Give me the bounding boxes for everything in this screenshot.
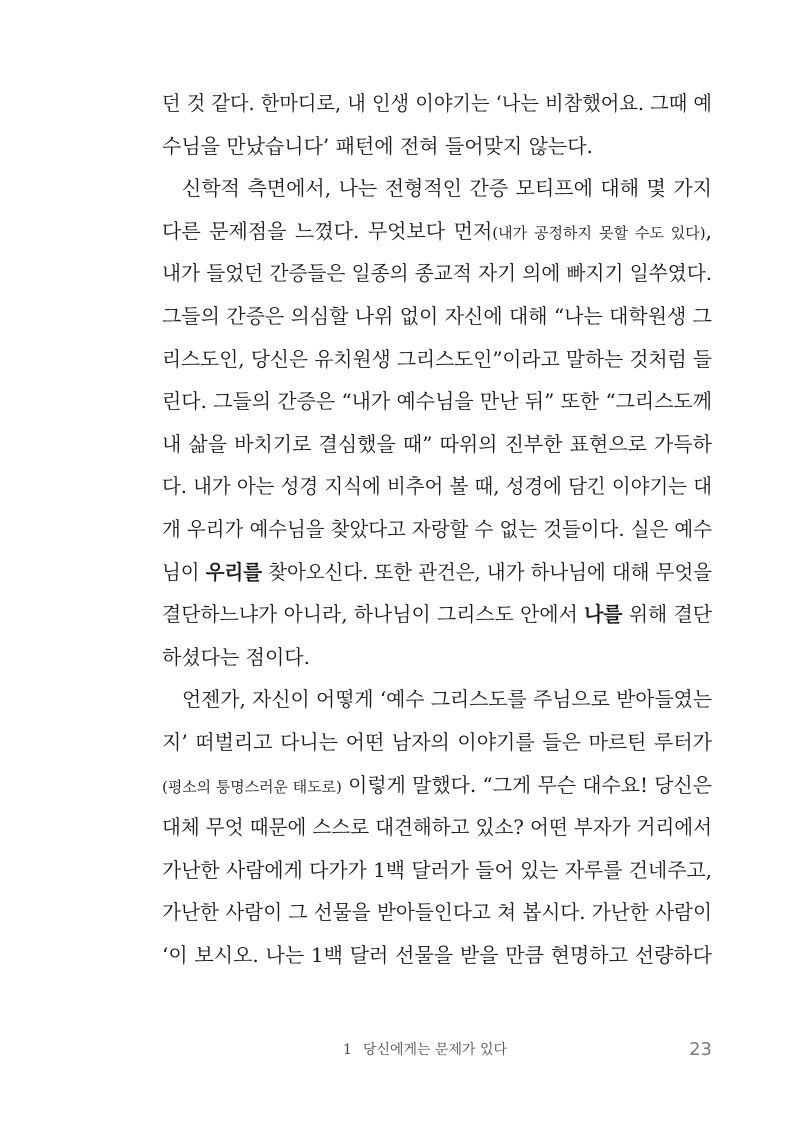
text-line: [162, 551, 712, 594]
text-segment: 이렇게 말했다. “그게 무슨 대수요! 당신은: [341, 772, 712, 797]
text-segment: 님이: [162, 559, 206, 584]
line-content: [162, 210, 712, 255]
line-content: [162, 295, 712, 338]
line-content: [162, 380, 712, 423]
text-segment: 린다. 그들의 간증은 “내가 예수님을 만난 뒤” 또한 “그리스도께: [162, 389, 712, 414]
chapter-number: 1: [343, 1042, 352, 1058]
chapter-title: 당신에게는 문제가 있다: [362, 1042, 508, 1058]
text-segment: 그들의 간증은 의심할 나위 없이 자신에 대해 “나는 대학원생 그: [162, 303, 712, 328]
text-line: [162, 210, 712, 253]
text-segment: 가난한 사람이 그 선물을 받아들인다고 쳐 봅시다. 가난한 사람이: [162, 900, 712, 925]
emphasis-text: 우리를: [205, 559, 263, 584]
line-content: [162, 125, 593, 168]
text-line: [162, 295, 712, 338]
text-segment: 내가 들었던 간증들은 일종의 종교적 자기 의에 빠지기 일쑤였다.: [162, 261, 712, 286]
text-segment: 신학적 측면에서, 나는 전형적인 간증 모티프에 대해 몇 가지: [182, 176, 712, 201]
text-segment: ,: [705, 218, 712, 243]
text-line: [162, 721, 712, 764]
line-content: [162, 423, 712, 466]
line-content: [162, 891, 712, 934]
line-content: [162, 764, 712, 809]
text-line: [162, 380, 712, 423]
text-line: [162, 125, 712, 168]
text-segment: 다른 문제점을 느꼈다. 무엇보다 먼저: [162, 218, 493, 243]
text-line: [162, 593, 712, 636]
text-segment: 리스도인, 당신은 유치원생 그리스도인”이라고 말하는 것처럼 들: [162, 346, 712, 371]
text-line: [162, 636, 712, 679]
text-line: [162, 252, 712, 295]
text-line: [162, 678, 712, 721]
small-aside-text: (내가 공정하지 못할 수도 있다): [492, 223, 706, 242]
line-content: [162, 721, 712, 764]
line-content: [162, 849, 712, 892]
text-segment: 가난한 사람에게 다가가 1백 달러가 들어 있는 자루를 건네주고,: [162, 857, 712, 882]
line-content: [162, 465, 712, 508]
text-segment: 개 우리가 예수님을 찾았다고 자랑할 수 없는 것들이다. 실은 예수: [162, 516, 712, 541]
text-line: [162, 423, 712, 466]
line-content: [162, 636, 310, 679]
text-line: [162, 82, 712, 125]
text-segment: ‘이 보시오. 나는 1백 달러 선물을 받을 만큼 현명하고 선량하다: [162, 942, 712, 967]
text-segment: 하셨다는 점이다.: [162, 644, 310, 669]
line-content: [162, 551, 712, 594]
emphasis-text: 나를: [584, 602, 623, 627]
line-content: [182, 678, 712, 721]
text-segment: 대체 무엇 때문에 스스로 대견해하고 있소? 어떤 부자가 거리에서: [162, 815, 712, 840]
text-line: [162, 338, 712, 381]
text-segment: 수님을 만났습니다’ 패턴에 전혀 들어맞지 않는다.: [162, 133, 593, 158]
text-line: [162, 849, 712, 892]
text-line: [162, 764, 712, 807]
page-number: 23: [689, 1039, 712, 1060]
text-segment: 언젠가, 자신이 어떻게 ‘예수 그리스도를 주님으로 받아들였는: [182, 687, 712, 712]
text-line: [162, 508, 712, 551]
text-segment: 결단하느냐가 아니라, 하나님이 그리스도 안에서: [162, 602, 585, 627]
line-content: [162, 806, 712, 849]
text-segment: 위해 결단: [622, 602, 712, 627]
text-segment: 지’ 떠벌리고 다니는 어떤 남자의 이야기를 들은 마르틴 루터가: [162, 729, 712, 754]
body-text: [162, 82, 712, 976]
small-aside-text: (평소의 퉁명스러운 태도로): [162, 777, 342, 796]
text-line: [162, 465, 712, 508]
text-segment: 내 삶을 바치기로 결심했을 때” 따위의 진부한 표현으로 가득하: [162, 431, 712, 456]
text-line: [162, 806, 712, 849]
text-line: [162, 934, 712, 977]
line-content: [182, 167, 712, 210]
line-content: [162, 82, 712, 125]
line-content: [162, 593, 712, 636]
line-content: [162, 252, 712, 295]
text-segment: 찾아오신다. 또한 관건은, 내가 하나님에 대해 무엇을: [262, 559, 712, 584]
running-footer: [343, 1040, 507, 1060]
text-line: [162, 891, 712, 934]
line-content: [162, 338, 712, 381]
text-segment: 다. 내가 아는 성경 지식에 비추어 볼 때, 성경에 담긴 이야기는 대: [162, 474, 712, 499]
line-content: [162, 934, 712, 977]
line-content: [162, 508, 712, 551]
text-segment: 던 것 같다. 한마디로, 내 인생 이야기는 ‘나는 비참했어요. 그때 예: [162, 91, 712, 115]
text-line: [162, 167, 712, 210]
